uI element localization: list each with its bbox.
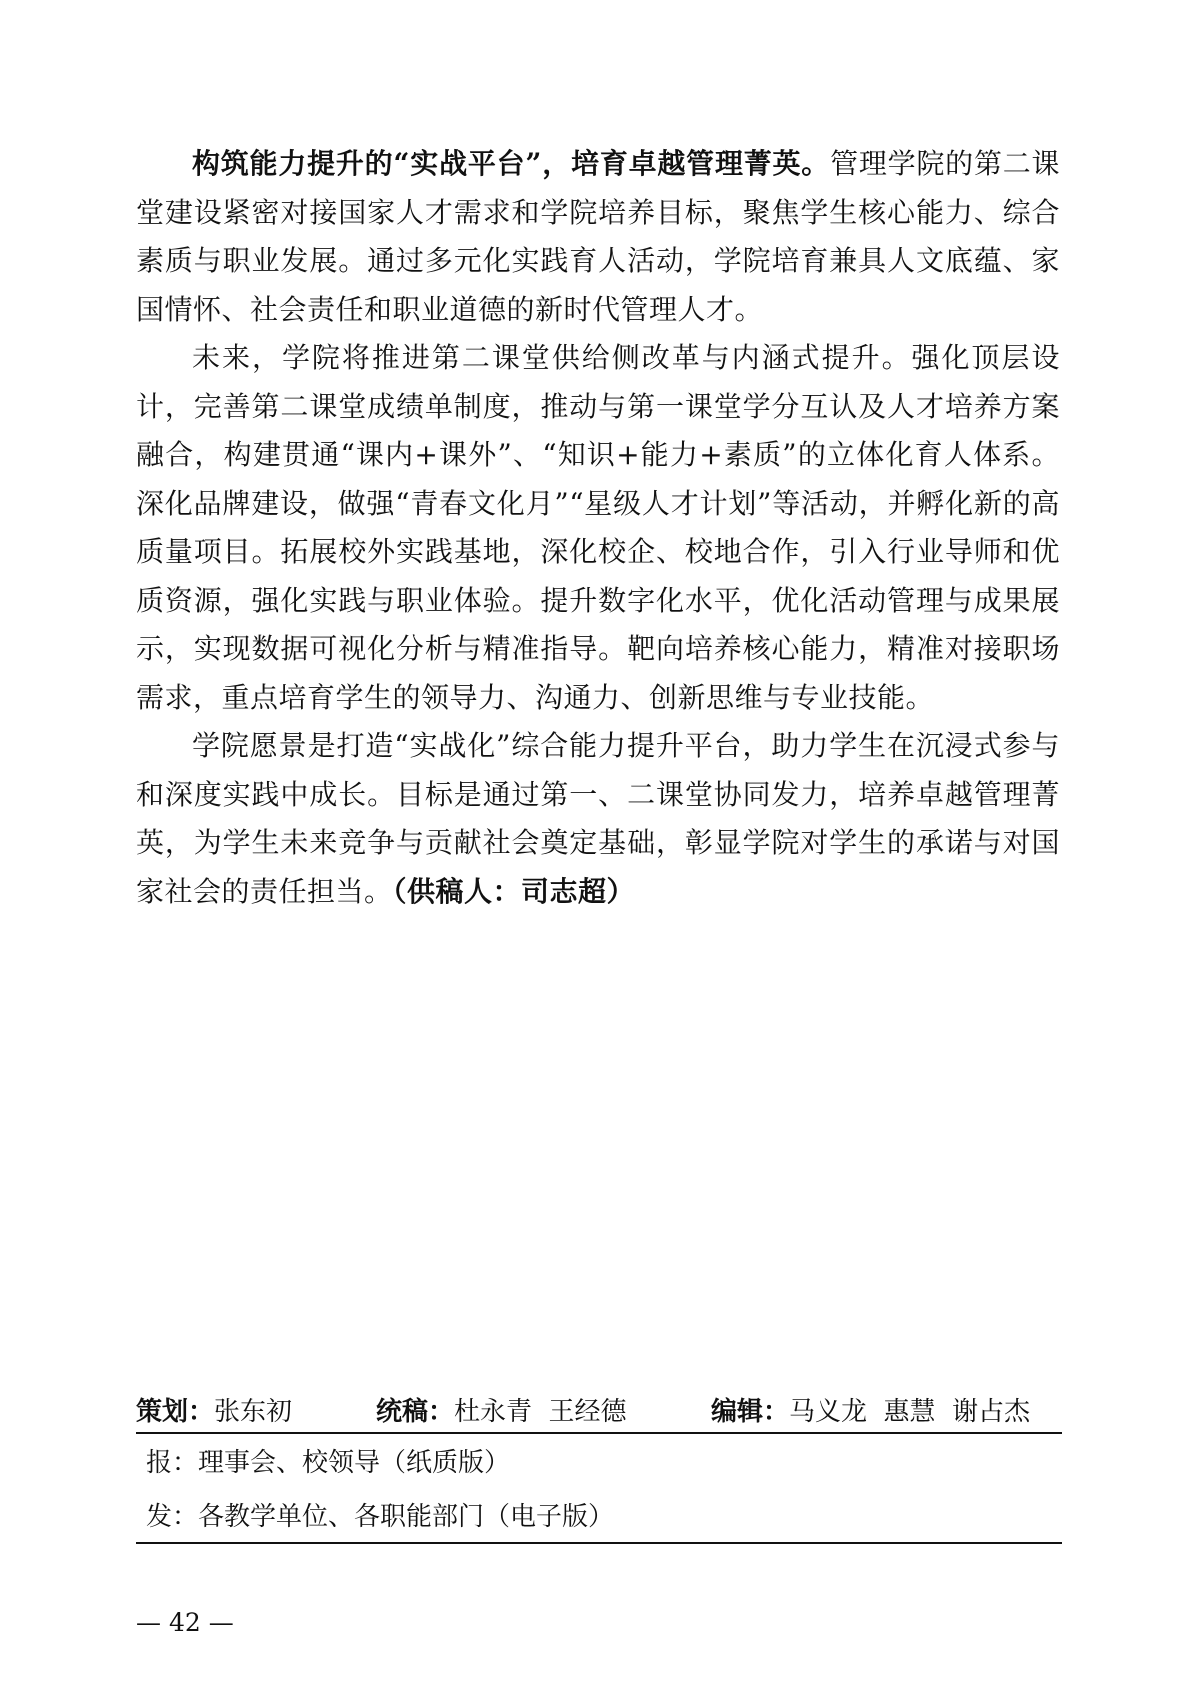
credit-editing-names: 马义龙 惠慧 谢占杰 [789, 1397, 1031, 1427]
credits-row [136, 1392, 1062, 1434]
paragraph-2 [136, 334, 1060, 722]
paragraph-1-text: 管理学院的第二课堂建设紧密对接国家人才需求和学院培养目标，聚焦学生核心能力、综合素质与职业发展。通过多元化实践育人活动，学院培育兼具人文底蕴、家国情怀、社会责任和职业道德的新时代管理人才。 [136, 147, 1060, 326]
credit-planning [136, 1392, 376, 1432]
credit-editing-label: 编辑： [711, 1397, 790, 1427]
paragraph-2-text: 未来，学院将推进第二课堂供给侧改革与内涵式提升。强化顶层设计，完善第二课堂成绩单制度，推动与第一课堂学分互认及人才培养方案融合，构建贯通“课内+课外”、“知识+能力+素质”的立体化育人体系。深化品牌建设，做强“青春文化月”“星级人才计划”等活动，并孵化新的高质量项目。拓展校外实践基地，深化校企、校地合作，引入行业导师和优质资源，强化实践与职业体验。提升数字化水平，优化活动管理与成果展示，实现数据可视化分析与精准指导。靶向培养核心能力，精准对接职场需求，重点培育学生的领导力、沟通力、创新思维与专业技能。 [136, 341, 1060, 714]
credit-compiling-label: 统稿： [376, 1397, 455, 1427]
credit-compiling-names: 杜永青 王经德 [454, 1397, 627, 1427]
report-to-line: 报：理事会、校领导（纸质版） [146, 1448, 511, 1478]
paragraph-3 [136, 722, 1060, 916]
credit-editing [711, 1392, 1030, 1432]
paragraph-1-heading: 构筑能力提升的“实战平台”，培育卓越管理菁英。 [192, 147, 831, 180]
credit-planning-names: 张东初 [214, 1397, 293, 1427]
credit-planning-label: 策划： [136, 1397, 215, 1427]
page-number: — 42 — [136, 1608, 234, 1637]
paragraph-1 [136, 140, 1060, 334]
article-body [136, 140, 1060, 916]
credit-compiling [376, 1392, 711, 1432]
contributor-credit: （供稿人：司志超） [392, 874, 636, 908]
document-footer [136, 1392, 1062, 1544]
send-to-line: 发：各教学单位、各职能部门（电子版） [136, 1488, 1062, 1544]
paragraph-3-text: 学院愿景是打造“实战化”综合能力提升平台，助力学生在沉浸式参与和深度实践中成长。目标是通过第一、二课堂协同发力，培养卓越管理菁英，为学生未来竞争与贡献社会奠定基础，彰显学院对学生的承诺与对国家社会的责任担当。 [136, 729, 1060, 908]
